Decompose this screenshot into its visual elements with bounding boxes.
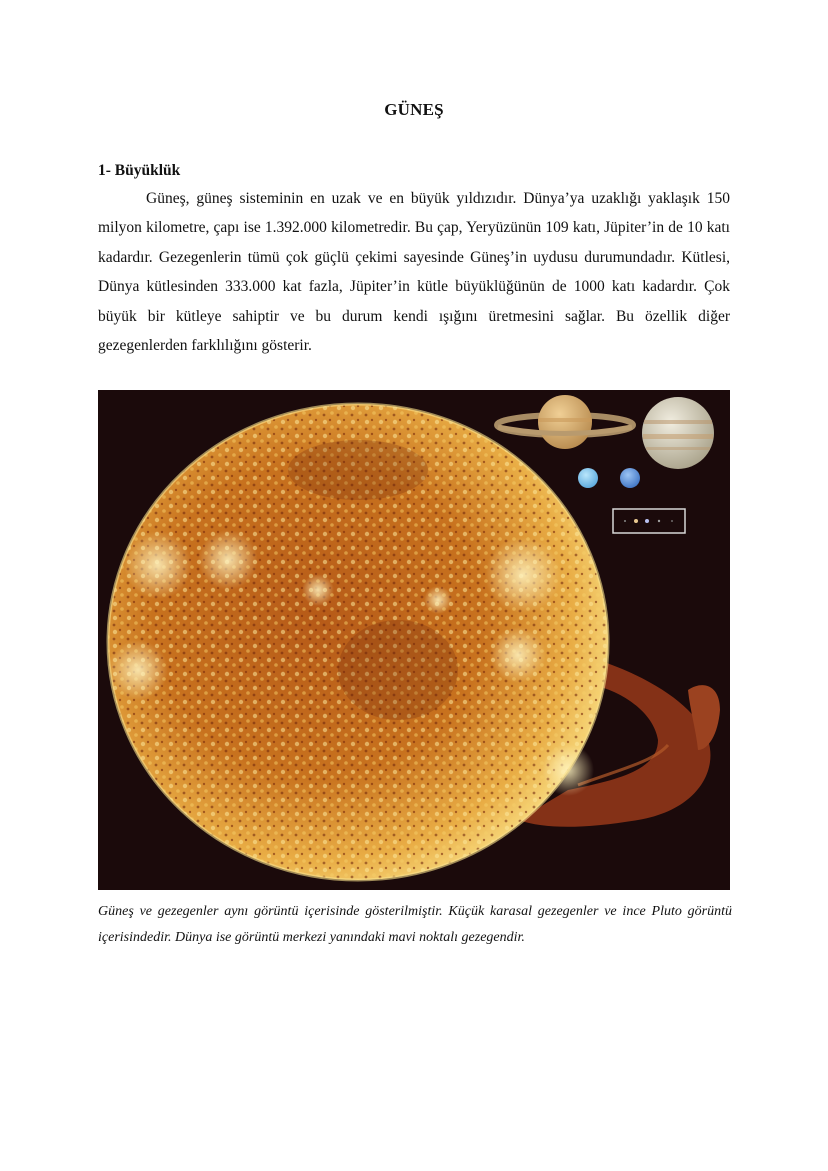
- figure-caption: Güneş ve gezegenler aynı görüntü içerisinde gösterilmiştir. Küçük karasal gezegenler ve ince Pluto görüntü içerisindedir. Dünya ise görüntü merkezi yanındaki mavi noktalı gezegendir.: [98, 904, 732, 945]
- body-paragraph: Güneş, güneş sisteminin en uzak ve en büyük yıldızıdır. Dünya’ya uzaklığı yaklaşık 150 milyon kilometre, çapı ise 1.392.000 kilometredir. Bu çap, Yeryüzünün 109 katı, Jüpiter’in de 10 katı kadardır. Gezegenlerin tümü çok güçlü çekimi sayesinde Güneş’in uydusu durumundadır. Kütlesi, Dünya kütlesinden 333.000 kat fazla, Jüpiter’in kütle büyüklüğünün de 1000 katı kadardır. Çok büyük bir kütleye sahiptir ve bu durum kendi ışığını üretmesini sağlar. Bu özellik diğer gezegenlerden farklılığını gösterir.: [98, 190, 730, 355]
- jupiter: [642, 397, 714, 469]
- sun: [108, 404, 608, 880]
- neptune: [620, 468, 640, 488]
- uranus: [578, 468, 598, 488]
- section-heading: 1- Büyüklük: [98, 162, 181, 179]
- page-title: GÜNEŞ: [384, 100, 444, 119]
- sun-and-planets-figure: [98, 390, 730, 890]
- sun-and-planets-image: [98, 390, 730, 890]
